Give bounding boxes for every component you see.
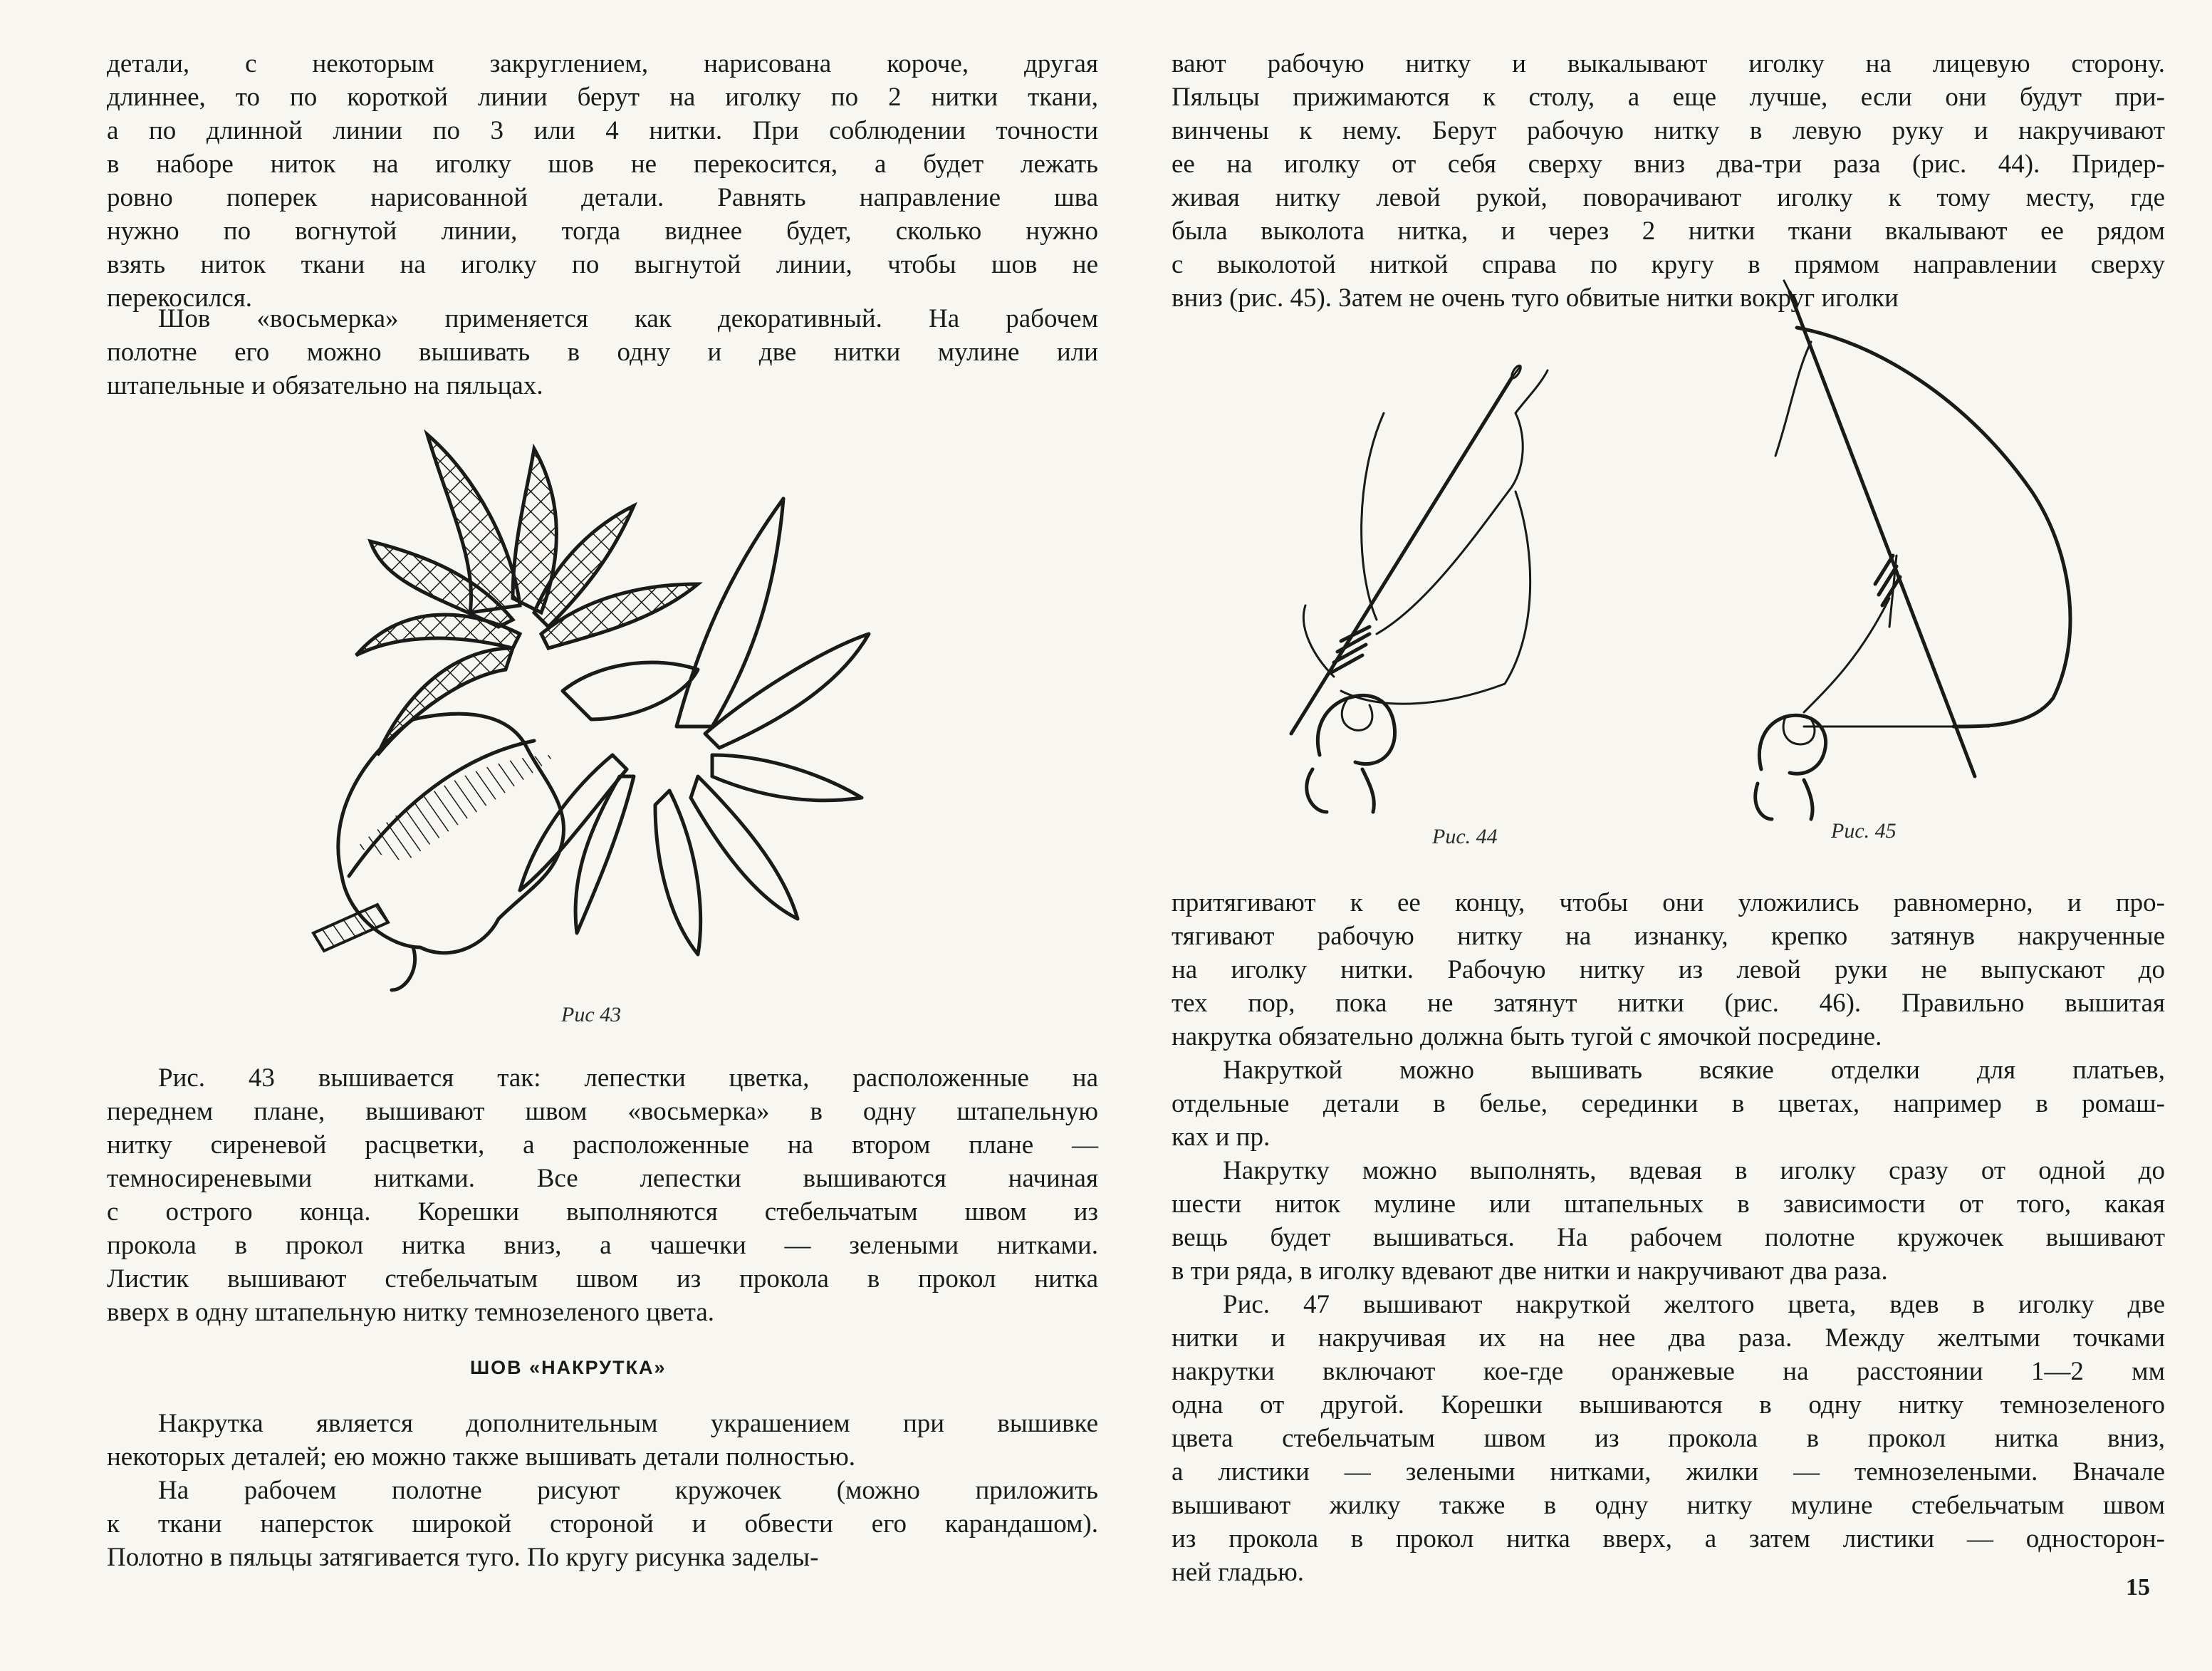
text-line: а по длинной линии по 3 или 4 нитки. При соблюдении точности: [107, 116, 1098, 145]
figure-44-caption: Рис. 44: [1432, 825, 1498, 848]
text-line: детали, с некоторым закруглением, нарисована короче, другая: [107, 49, 1098, 78]
text-line: цвета стебельчатым швом из прокола в прокол нитка вниз,: [1172, 1424, 2165, 1453]
vypolnyat-paragraph: [1172, 1154, 2165, 1288]
right-page: [1106, 0, 2212, 1671]
text-line: некоторых деталей; ею можно также вышивать детали полностью.: [107, 1442, 855, 1472]
text-line: Шов «восьмерка» применяется как декоративный. На рабочем: [158, 304, 1098, 333]
text-line: Накруткой можно вышивать всякие отделки для платьев,: [1223, 1056, 2165, 1085]
figure-45-needle-insert: [1747, 328, 2132, 812]
text-line: вниз (рис. 45). Затем не очень туго обвитые нитки вокруг иголки: [1172, 283, 1899, 313]
page-number: 15: [2126, 1574, 2150, 1600]
left-top-paragraph: [107, 47, 1098, 315]
text-line: Накрутку можно выполнять, вдевая в иголку сразу от одной до: [1223, 1156, 2165, 1185]
text-line: Накрутка является дополнительным украшением при вышивке: [158, 1409, 1098, 1438]
text-line: притягивают к ее концу, чтобы они уложились равномерно, и про-: [1172, 888, 2165, 917]
polotno-paragraph: [107, 1474, 1098, 1574]
right-top-paragraph: [1172, 47, 2165, 315]
text-line: Рис. 43 вышивается так: лепестки цветка, расположенные на: [158, 1063, 1098, 1093]
text-line: взять ниток ткани на иголку по выгнутой линии, чтобы шов не: [107, 250, 1098, 279]
text-line: ровно поперек нарисованной детали. Равнять направление шва: [107, 183, 1098, 212]
text-line: вышивают жилку также в одну нитку мулине стебельчатым швом: [1172, 1491, 2165, 1520]
text-line: шести ниток мулине или штапельных в зависимости от того, какая: [1172, 1190, 2165, 1219]
text-line: в наборе ниток на иголку шов не перекосится, а будет лежать: [107, 150, 1098, 179]
text-line: Полотно в пяльцы затягивается туго. По кругу рисунка заделы-: [107, 1543, 819, 1572]
text-line: одна от другой. Корешки вышиваются в одну нитку темнозеленого: [1172, 1390, 2165, 1420]
text-line: Рис. 47 вышивают накруткой желтого цвета, вдев в иголку две: [1223, 1290, 2165, 1319]
otdelki-paragraph: [1172, 1053, 2165, 1154]
text-line: Листик вышивают стебельчатым швом из прокола в прокол нитка: [107, 1264, 1098, 1293]
text-line: нитки и накручивая их на нее два раза. Между желтыми точками: [1172, 1323, 2165, 1353]
text-line: в три ряда, в иголку вдевают две нитки и накручивают два раза.: [1172, 1256, 1888, 1286]
vosmerka-paragraph: [107, 302, 1098, 402]
figure-44-needle-wrap: [1270, 356, 1569, 812]
text-line: на иголку нитки. Рабочую нитку из левой руки не выпускают до: [1172, 955, 2165, 984]
text-line: тех пор, пока не затянут нитки (рис. 46). Правильно вышитая: [1172, 989, 2165, 1018]
text-line: штапельные и обязательно на пяльцах.: [107, 371, 543, 400]
text-line: тягивают рабочую нитку на изнанку, крепко затянув накрученные: [1172, 922, 2165, 951]
fig43-paragraph: [107, 1061, 1098, 1329]
text-line: отдельные детали в белье, серединки в цветах, например в ромаш-: [1172, 1089, 2165, 1118]
text-line: нитку сиреневой расцветки, а расположенные на втором плане —: [107, 1130, 1098, 1160]
text-line: нужно по вогнутой линии, тогда виднее будет, сколько нужно: [107, 217, 1098, 246]
figure-43-flower: [299, 420, 897, 990]
nakrutka-intro-paragraph: [107, 1407, 1098, 1474]
text-line: ней гладью.: [1172, 1558, 1305, 1587]
text-line: с выколотой ниткой справа по кругу в прямом направлении сверху: [1172, 250, 2165, 279]
text-line: На рабочем полотне рисуют кружочек (можно приложить: [158, 1476, 1098, 1505]
text-line: винчены к нему. Берут рабочую нитку в левую руку и накручивают: [1172, 116, 2165, 145]
pull-paragraph: [1172, 886, 2165, 1053]
text-line: полотне его можно вышивать в одну и две нитки мулине или: [107, 338, 1098, 367]
text-line: переднем плане, вышивают швом «восьмерка» в одну штапельную: [107, 1097, 1098, 1126]
text-line: вещь будет вышиваться. На рабочем полотне кружочек вышивают: [1172, 1223, 2165, 1252]
text-line: темносиреневыми нитками. Все лепестки вышиваются начиная: [107, 1164, 1098, 1193]
text-line: Пяльцы прижимаются к столу, а еще лучше, если они будут при-: [1172, 83, 2165, 112]
text-line: вверх в одну штапельную нитку темнозеленого цвета.: [107, 1298, 715, 1327]
text-line: ках и пр.: [1172, 1123, 1271, 1152]
text-line: к ткани наперсток широкой стороной и обвести его карандашом).: [107, 1509, 1098, 1539]
text-line: накрутка обязательно должна быть тугой с ямочкой посредине.: [1172, 1022, 1882, 1051]
text-line: вают рабочую нитку и выкалывают иголку на лицевую сторону.: [1172, 49, 2165, 78]
figure-45-caption: Рис. 45: [1831, 819, 1897, 843]
text-line: была выколота нитка, и через 2 нитки ткани вкалывают ее рядом: [1172, 217, 2165, 246]
section-heading: ШОВ «НАКРУТКА»: [470, 1357, 667, 1378]
text-line: с острого конца. Корешки выполняются стебельчатым швом из: [107, 1197, 1098, 1227]
text-line: прокола в прокол нитка вниз, а чашечки — зелеными нитками.: [107, 1231, 1098, 1260]
figure-43-caption: Рис 43: [561, 1003, 622, 1026]
text-line: ее на иголку от себя сверху вниз два-три раза (рис. 44). Придер-: [1172, 150, 2165, 179]
text-line: длиннее, то по короткой линии берут на иголку по 2 нитки ткани,: [107, 83, 1098, 112]
text-line: накрутки включают кое-где оранжевые на расстоянии 1—2 мм: [1172, 1357, 2165, 1386]
text-line: живая нитку левой рукой, поворачивают иголку к тому месту, где: [1172, 183, 2165, 212]
text-line: а листики — зелеными нитками, жилки — темнозелеными. Вначале: [1172, 1457, 2165, 1487]
text-line: из прокола в прокол нитка вверх, а затем листики — односторон-: [1172, 1524, 2165, 1553]
text-line: перекосился.: [107, 283, 253, 313]
fig47-paragraph: [1172, 1288, 2165, 1589]
